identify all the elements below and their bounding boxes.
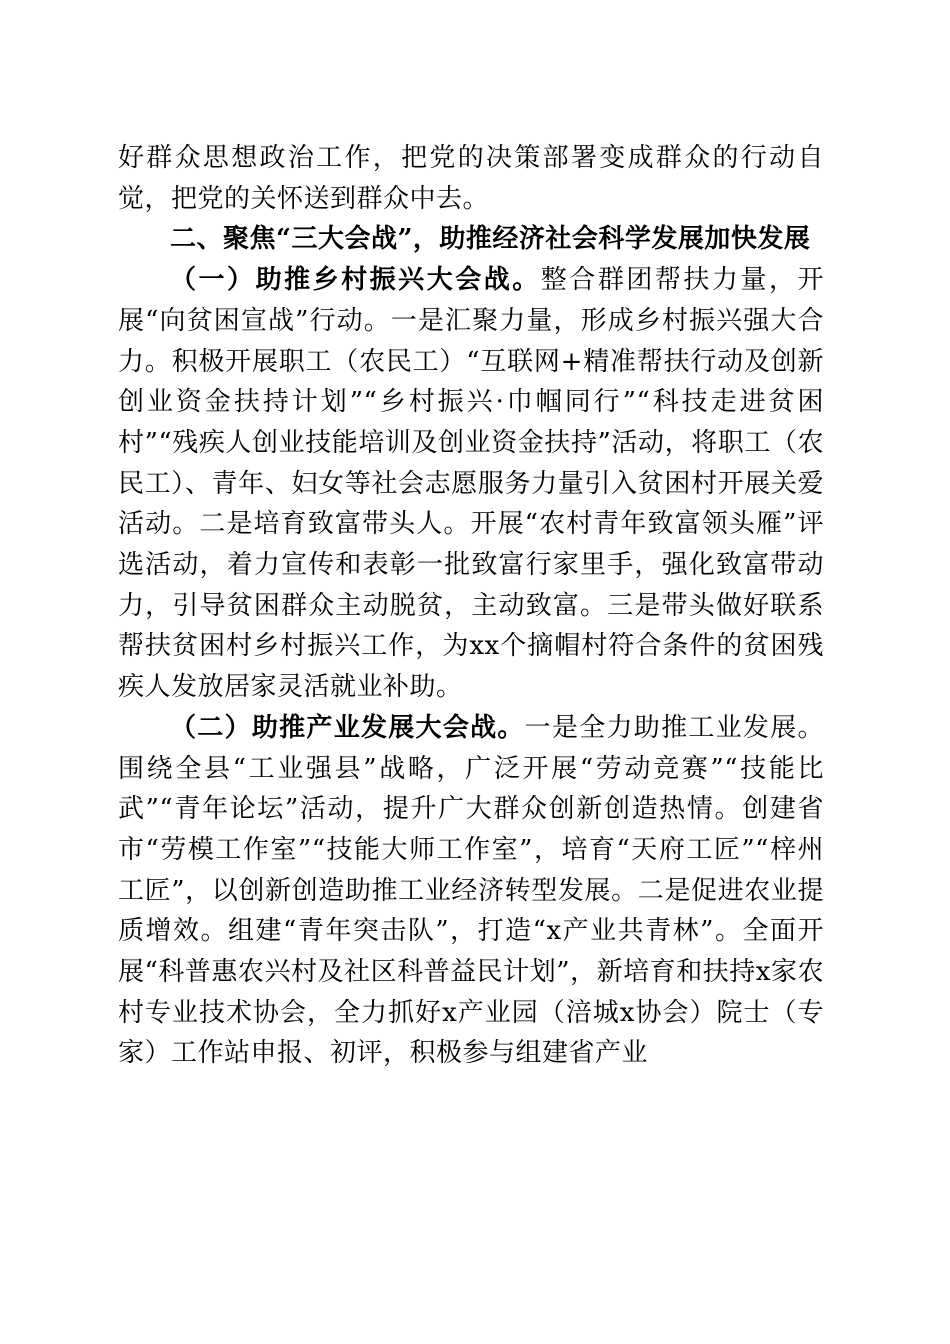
paragraph-industry-development (118, 708, 824, 1074)
subsection-title: （一）助推乡村振兴大会战。 (170, 265, 541, 296)
paragraph-text: 一是全力助推工业发展。围绕全县“工业强县”战略，广泛开展“劳动竞赛”“技能比武”“青年论坛”活动，提升广大群众创新创造热情。创建省市“劳模工作室”“技能大师工作室”，培育“天府工匠”“梓州工匠”，以创新创造助推工业经济转型发展。二是促进农业提质增效。组建“青年突击队”，打造“x产业共青林”。全面开展“科普惠农兴村及社区科普益民计划”，新培育和扶持x家农村专业技术协会，全力抓好x产业园（涪城x协会）院士（专家）工作站申报、初评，积极参与组建省产业 (118, 712, 824, 1069)
paragraph-text: 整合群团帮扶力量，开展“向贫困宣战”行动。一是汇聚力量，形成乡村振兴强大合力。积极开展职工（农民工）“互联网+精准帮扶行动及创新创业资金扶持计划”“乡村振兴·巾帼同行”“科技走进贫困村”“残疾人创业技能培训及创业资金扶持”活动，将职工（农民工）、青年、妇女等社会志愿服务力量引入贫困村开展关爱活动。二是培育致富带头人。开展“农村青年致富领头雁”评选活动，着力宣传和表彰一批致富行家里手，强化致富带动力，引导贫困群众主动脱贫，主动致富。三是带头做好联系帮扶贫困村乡村振兴工作，为xx个摘帽村符合条件的贫困残疾人发放居家灵活就业补助。 (118, 265, 824, 703)
paragraph-rural-revitalization (118, 260, 824, 708)
section-heading-text: 二、聚焦“三大会战”，助推经济社会科学发展加快发展 (170, 224, 811, 255)
document-page (118, 138, 824, 1074)
paragraph-continued (118, 138, 824, 219)
section-heading (118, 219, 824, 260)
subsection-title: （二）助推产业发展大会战。 (170, 712, 525, 743)
paragraph-text: 好群众思想政治工作，把党的决策部署变成群众的行动自觉，把党的关怀送到群众中去。 (118, 143, 824, 214)
